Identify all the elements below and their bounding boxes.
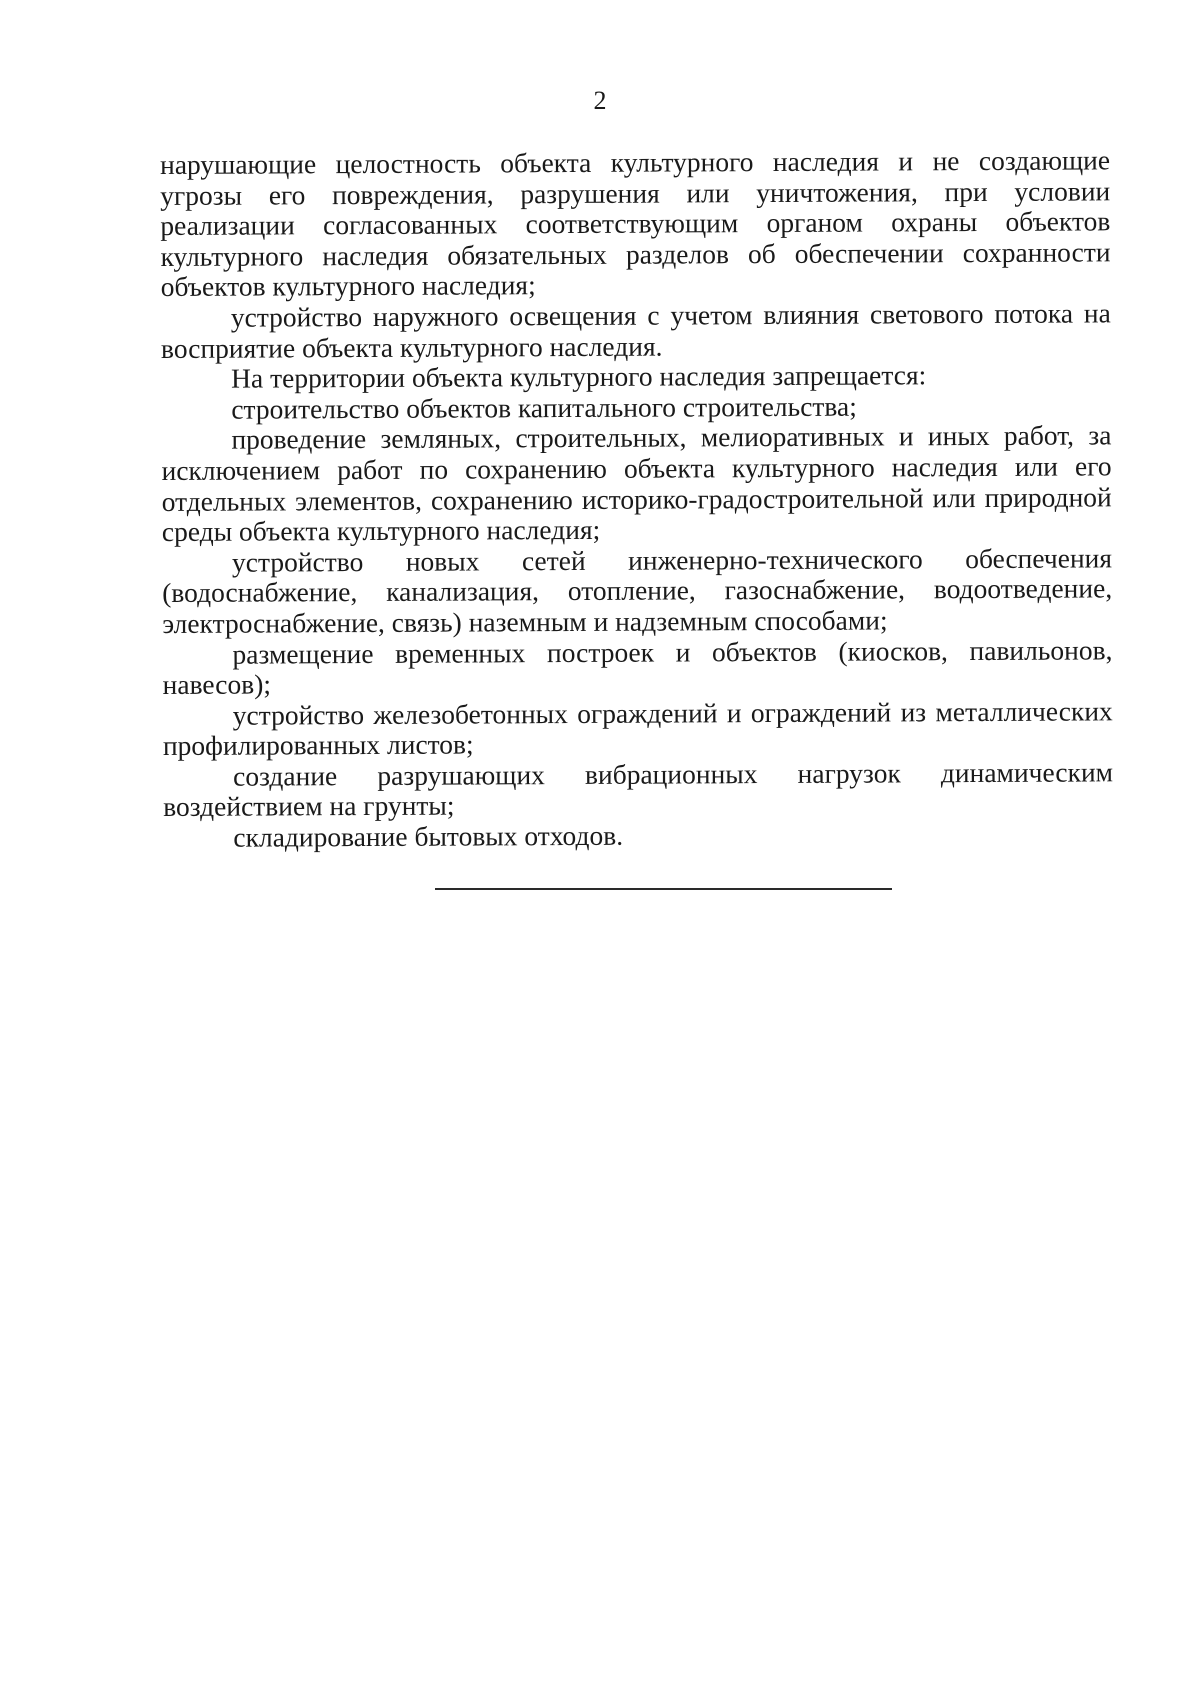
paragraph-3: На территории объекта культурного наследия запрещается: [231, 359, 927, 394]
paragraph-4: строительство объектов капитального строительства; [231, 390, 857, 425]
end-divider-line [435, 888, 892, 890]
paragraph-2: устройство наружного освещения с учетом влияния светового потока на восприятие объекта культурного наследия. [160, 297, 1111, 364]
page-number: 2 [593, 86, 607, 115]
paragraph-5: проведение земляных, строительных, мелиоративных и иных работ, за исключением работ по сохранению объекта культурного наследия или его отдельных элементов, сохранению историко-градостроительной или природной среды объекта культурного наследия; [161, 419, 1112, 548]
paragraph-6: устройство новых сетей инженерно-технического обеспечения (водоснабжение, канализация, отопление, газоснабжение, водоотведение, электроснабжение, связь) наземным и надземным способами; [162, 542, 1113, 639]
paragraph-7: размещение временных построек и объектов (киосков, павильонов, навесов); [162, 633, 1113, 701]
paragraph-8: устройство железобетонных ограждений и ограждений из металлических профилированных листов; [162, 695, 1113, 762]
paragraph-1: нарушающие целостность объекта культурного наследия и не создающие угрозы его повреждения, разрушения или уничтожения, при условии реализации согласованных соответствующим органом охраны объектов культурного наследия обязательных разделов об обеспечении сохранности объектов культурного наследия; [159, 144, 1111, 303]
paragraph-10: складирование бытовых отходов. [233, 819, 624, 853]
document-body [160, 145, 1113, 853]
paragraph-9: создание разрушающих вибрационных нагрузок динамическим воздействием на грунты; [163, 756, 1114, 823]
